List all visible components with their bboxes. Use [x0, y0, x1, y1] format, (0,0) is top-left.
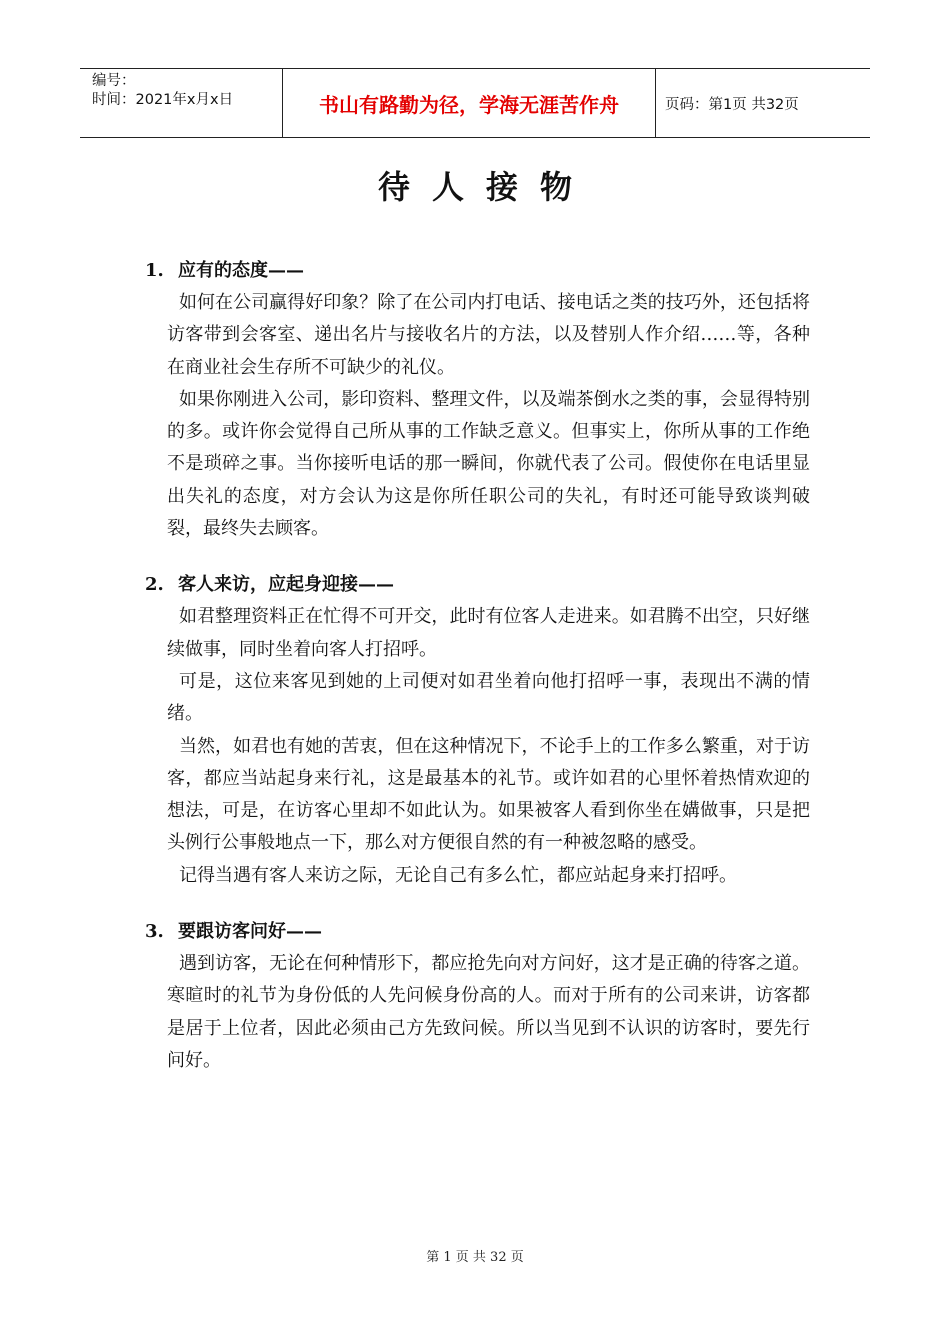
paragraph: 如君整理资料正在忙得不可开交，此时有位客人走进来。如君腾不出空，只好继续做事，同时坐着向客人打招呼。 — [167, 606, 810, 660]
date-label: 时间：2021年x月x日 — [92, 92, 234, 108]
section-number: 3. — [145, 921, 164, 943]
section-title: 客人来访，应起身迎接—— — [178, 574, 394, 596]
section-number: 2. — [145, 574, 164, 596]
paragraph: 记得当遇有客人来访之际，无论自己有多么忙，都应站起身来打招呼。 — [179, 864, 737, 886]
header-page-info: 页码：第1页 共32页 — [665, 96, 799, 113]
header-motto: 书山有路勤为径，学海无涯苦作舟 — [282, 69, 656, 137]
paragraph: 遇到访客，无论在何种情形下，都应抢先向对方问好，这才是正确的待客之道。寒暄时的礼节为身份低的人先问候身份高的人。而对于所有的公司来讲，访客都是居于上位者，因此必须由己方先致问候。所以当见到不认识的访客时，要先行问好。 — [167, 953, 810, 1071]
page-header — [80, 68, 870, 138]
section-heading — [145, 255, 810, 287]
paragraph: 可是，这位来客见到她的上司便对如君坐着向他打招呼一事，表现出不满的情绪。 — [167, 670, 810, 725]
section-number: 1. — [145, 260, 164, 281]
section-title: 应有的态度—— — [178, 260, 304, 281]
header-meta — [80, 69, 282, 137]
section-greet-visitors — [145, 569, 810, 892]
page-footer: 第 1 页 共 32 页 — [426, 1250, 524, 1265]
section-title: 要跟访客问好—— — [178, 921, 322, 943]
number-label: 编号： — [92, 73, 136, 89]
paragraph: 如何在公司赢得好印象？除了在公司内打电话、接电话之类的技巧外，还包括将访客带到会客室、递出名片与接收名片的方法，以及替别人作介绍……等，各种在商业社会生存所不可缺少的礼仪。 — [167, 292, 810, 378]
document-body — [145, 255, 810, 1101]
section-heading — [145, 569, 810, 601]
section-attitude — [145, 255, 810, 545]
section-heading — [145, 916, 810, 948]
section-say-hello — [145, 916, 810, 1077]
paragraph: 如果你刚进入公司，影印资料、整理文件，以及端茶倒水之类的事，会显得特别的多。或许你会觉得自己所从事的工作缺乏意义。但事实上，你所从事的工作绝不是琐碎之事。当你接听电话的那一瞬间，你就代表了公司。假使你在电话里显出失礼的态度，对方会认为这是你所任职公司的失礼，有时还可能导致谈判破裂，最终失去顾客。 — [167, 388, 810, 540]
paragraph: 当然，如君也有她的苦衷，但在这种情况下，不论手上的工作多么繁重，对于访客，都应当站起身来行礼，这是最基本的礼节。或许如君的心里怀着热情欢迎的想法，可是，在访客心里却不如此认为。如果被客人看到你坐在媾做事，只是把头例行公事般地点一下，那么对方便很自然的有一种被忽略的感受。 — [167, 735, 810, 854]
document-title: 待人接物 — [377, 168, 594, 206]
